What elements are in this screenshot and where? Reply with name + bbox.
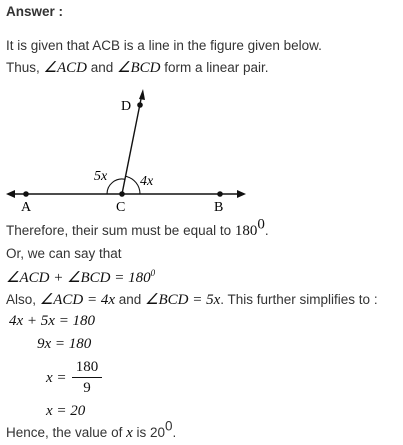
simplifies-text: . This further simplifies to : [220, 292, 378, 307]
step-3-lhs: x = [46, 370, 67, 386]
and-text: and [86, 60, 117, 75]
main-equation-degree: 0 [150, 268, 156, 278]
step-3-fraction [72, 360, 102, 400]
linear-pair-figure [0, 88, 260, 216]
label-d: D [121, 99, 132, 114]
eq-bcd: ∠BCD = 5x [145, 292, 221, 308]
step-1: 4x + 5x = 180 [9, 313, 96, 329]
point-c [119, 191, 125, 197]
fraction-bar [72, 377, 102, 378]
angle-arc-bcd [126, 176, 140, 194]
also-and-text: and [115, 292, 146, 307]
step-4: x = 20 [46, 403, 86, 419]
angle-bcd-label: ∠BCD [117, 60, 161, 76]
fraction-denominator: 9 [83, 380, 91, 396]
hence-is-text: is 20 [132, 425, 166, 440]
or-line: Or, we can say that [6, 246, 122, 261]
main-equation-lhs: ∠ACD + ∠BCD = 180 [6, 270, 151, 286]
linear-pair-line [6, 58, 269, 77]
angle-label-4x: 4x [140, 174, 154, 189]
therefore-text: Therefore, their sum must be equal to [6, 223, 235, 238]
thus-text: Thus, [6, 60, 44, 75]
also-text: Also, [6, 292, 40, 307]
right-arrow-icon [237, 190, 246, 198]
sum-value: 180 [234, 223, 258, 239]
label-b: B [214, 200, 224, 215]
therefore-period: . [264, 223, 269, 238]
label-a: A [21, 200, 32, 215]
angle-acd-label: ∠ACD [43, 60, 87, 76]
intro-line: It is given that ACB is a line in the figure given below. [6, 38, 322, 53]
hence-period: . [172, 425, 177, 440]
fraction-numerator: 180 [75, 359, 99, 375]
hence-variable: x [126, 425, 133, 441]
therefore-line [6, 216, 269, 240]
point-b [217, 191, 223, 197]
label-c: C [116, 200, 126, 215]
left-arrow-icon [6, 190, 15, 198]
point-a [23, 191, 29, 197]
hence-text: Hence, the value of [6, 425, 127, 440]
hence-degree: 0 [165, 418, 173, 434]
main-equation [6, 268, 155, 287]
step-2: 9x = 180 [37, 336, 92, 352]
degree-superscript: 0 [257, 216, 265, 233]
answer-heading: Answer : [6, 4, 64, 19]
also-line [6, 290, 378, 309]
point-d [137, 102, 143, 108]
angle-label-5x: 5x [94, 169, 108, 184]
eq-acd: ∠ACD = 4x [39, 292, 115, 308]
form-text: form a linear pair. [160, 60, 269, 75]
up-arrow-icon [139, 89, 145, 100]
hence-line [6, 418, 177, 442]
